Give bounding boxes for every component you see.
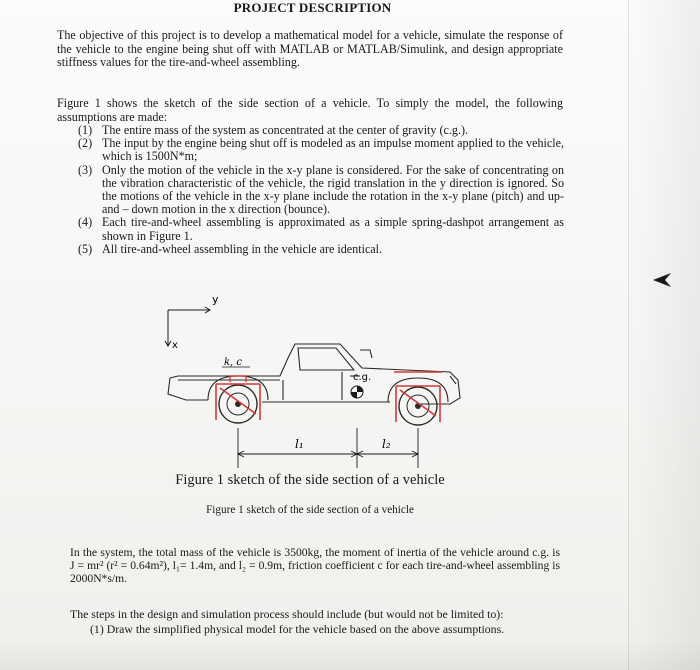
cab-window [298, 348, 354, 370]
assumption-text: Each tire-and-wheel assembling is approximated as a simple spring-dashpot arrangement as shown in Figure 1. [102, 215, 564, 243]
assumption-item [78, 164, 564, 217]
figure-caption-large: Figure 1 sketch of the side section of a vehicle [175, 472, 445, 488]
steps-intro: The steps in the design and simulation process should include (but would not be limited to): [70, 607, 504, 621]
assumption-number: (2) [78, 136, 93, 151]
assumption-item [78, 243, 564, 256]
y-axis-label: y [212, 293, 219, 306]
kc-label: k, c [224, 357, 243, 368]
assumption-number: (3) [78, 162, 93, 177]
step-text: Draw the simplified physical model for the vehicle based on the above assumptions. [106, 622, 505, 636]
x-axis-label: x [172, 340, 178, 351]
assumption-item [78, 216, 564, 242]
assumption-number: (5) [78, 241, 93, 256]
step-number: (1) [90, 622, 104, 636]
cg-marker [351, 386, 363, 398]
assumption-text: The input by the engine being shut off is modeled as an impulse moment applied to the vehicle, which is 1500N*m; [102, 136, 564, 164]
system-paragraph: In the system, the total mass of the vehicle is 3500kg, the moment of inertia of the vehicle around c.g. is J = mr² (r² = 0.64m²), l₁= 1.4m, and l₂ = 0.9m, friction coefficient c for each tire-and-wheel assembling is 2000N*s/m. [70, 546, 560, 585]
pointer-arrow-icon [651, 270, 673, 290]
front-wheel [388, 372, 448, 425]
figure-caption-small: Figure 1 sketch of the side section of a vehicle [206, 504, 414, 516]
page-title: PROJECT DESCRIPTION [233, 0, 392, 15]
page-fold [628, 0, 629, 670]
rear-bumper [168, 378, 208, 400]
assumption-text: Only the motion of the vehicle in the x-y plane is considered. For the sake of concentrating on the vibration characteristic of the vehicle, the rigid translation in the y direction is ignored. So the motions of the vehicle in the x-y plane include the rotation in the x-y plane (pitch) and up-and – down motion in the x direction (bounce). [102, 162, 564, 217]
cg-quadrant-1 [357, 386, 363, 392]
intro-paragraph: Figure 1 shows the sketch of the side section of a vehicle. To simply the model, the following assumptions are made: [57, 96, 563, 124]
pointer-arrow-shape [653, 273, 671, 287]
assumption-number: (4) [78, 215, 93, 230]
page-bottom-edge [0, 640, 700, 670]
l1-label: l₁ [295, 437, 304, 451]
dimension-lines [238, 428, 418, 468]
front-wheel-arch [388, 378, 448, 402]
rear-wheel [208, 376, 268, 423]
rear-mount [230, 376, 246, 382]
l2-label: l₂ [382, 437, 391, 451]
assumptions-list [78, 124, 564, 256]
page-shadow [630, 0, 700, 670]
assumption-number: (1) [78, 123, 93, 137]
assumption-text: The entire mass of the system as concentrated at the center of gravity (c.g.). [102, 123, 469, 137]
step-item [90, 622, 560, 637]
assumption-text: All tire-and-wheel assembling in the vehicle are identical. [102, 241, 383, 256]
assumption-item [78, 137, 564, 163]
cg-quadrant-2 [351, 392, 357, 398]
cg-label: c.g. [353, 372, 372, 383]
objective-paragraph: The objective of this project is to develop a mathematical model for a vehicle, simulate the response of the vehicle to the engine being shut off with MATLAB or MATLAB/Simulink, and design appropriate stiffness values for the tire-and-wheel assembling. [57, 28, 563, 69]
mirror [360, 350, 372, 358]
vehicle-figure [150, 288, 480, 468]
